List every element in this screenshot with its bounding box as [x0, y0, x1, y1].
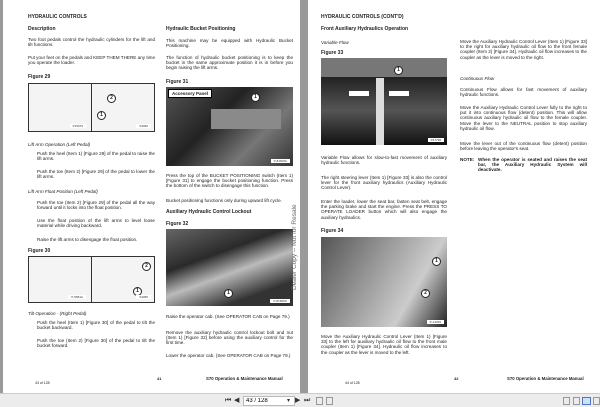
- subheading: Continuous Flow: [460, 76, 495, 81]
- figure-label: Figure 29: [28, 74, 51, 80]
- continuous-view-icon[interactable]: [573, 397, 580, 405]
- paragraph: Two foot pedals control the hydraulic cylinders for the lift and tilt functions.: [28, 37, 155, 48]
- paragraph: Continuous Flow allows for fast movement of auxiliary hydraulic functions.: [460, 87, 587, 98]
- panel-label: Accessory Panel: [168, 89, 212, 98]
- heading: Hydraulic Bucket Positioning: [166, 26, 236, 32]
- heading: Front Auxiliary Hydraulics Operation: [321, 26, 409, 32]
- figure-32-photo: 1 P-81606C: [166, 229, 293, 306]
- first-page-button[interactable]: ⏮: [225, 397, 232, 404]
- section-title: HYDRAULIC CONTROLS: [28, 14, 87, 20]
- figure-tag: S4065: [136, 295, 151, 299]
- single-page-view-icon[interactable]: [563, 397, 570, 405]
- paragraph: Push the heel (Item 1) [Figure 29] of the pedal to raise the lift arms.: [37, 151, 155, 162]
- figure-33-photo: 1 P47798: [321, 58, 447, 145]
- paragraph: Raise the operator cab. (See OPERATOR CAB on Page 79.): [166, 314, 290, 319]
- page-count: 43 of 128: [35, 381, 50, 385]
- manual-title: S70 Operation & Maintenance Manual: [507, 376, 584, 381]
- left-page: [3, 0, 300, 393]
- figure-30: 2 1 P-5681A S4065: [28, 256, 155, 303]
- paragraph: Press the top of the BUCKET POSITIONING switch (Item 1) [Figure 31] to engage the bucket positioning function. Press the bottom of the switch to disengage this function.: [166, 173, 293, 189]
- page-count: 44 of 128: [345, 381, 360, 385]
- paragraph: Raise the lift arms to disengage the float position.: [37, 237, 138, 242]
- paragraph: Move the Auxiliary Hydraulic Control Lever (Item 1) [Figure 33] to the left for auxiliary hydraulic oil flow to the front male coupler (Item 1) [Figure 34]. Hydraulic oil flow increases to the coupler as the lever is moved to the left.: [321, 334, 447, 355]
- figure-label: Figure 34: [321, 228, 344, 234]
- paragraph: The function of hydraulic bucket positioning is to keep the bucket in the same approximate position it is in before you begin raising the lift arms.: [166, 55, 293, 71]
- figure-label: Figure 33: [321, 50, 344, 56]
- subheading: Lift Arm Float Position (Left Pedal): [28, 189, 98, 194]
- paragraph: Move the lever out of the continuous flow (detent) position before leaving the operator's seat.: [460, 141, 587, 152]
- figure-label: Figure 32: [166, 221, 189, 227]
- heading: Auxiliary Hydraulic Control Lockout: [166, 209, 252, 215]
- last-page-button[interactable]: ⏭: [304, 397, 311, 404]
- paragraph: The right steering lever (Item 1) [Figure 33] is also the control lever for the front auxiliary hydraulics (Auxiliary Hydraulic Control Lever).: [321, 175, 447, 191]
- paragraph: Enter the loader, lower the seat bar, fasten seat belt, engage the parking brake and start the engine. Press the PRESS TO OPERATE LOADER button which will also engage the auxiliary hydraulics.: [321, 199, 447, 220]
- paragraph: Push the toe (Item 2) [Figure 29] of the pedal all the way forward until it locks into the float position.: [37, 200, 155, 211]
- figure-tag: P47798: [428, 138, 444, 142]
- heading: Description: [28, 26, 56, 32]
- figure-tag: P-81606C: [270, 299, 290, 303]
- figure-29: 2 1 P15079 S4060: [28, 83, 155, 132]
- figure-label: Figure 31: [166, 79, 189, 85]
- page-number: 41: [157, 376, 162, 381]
- right-page: [308, 0, 600, 393]
- note-text: When the operator is seated and raises the seat bar, the Auxiliary Hydraulic System will deactivate.: [478, 157, 587, 173]
- figure-31-photo: Accessory Panel 1 P-81606A: [166, 87, 293, 166]
- paragraph: Use the float position of the lift arms to level loose material while driving backward.: [37, 218, 155, 229]
- page-icon[interactable]: [326, 397, 333, 405]
- paragraph: Move the Auxiliary Hydraulic Control Lever fully to the right to put it into continuous flow (detent) position. This will allow continuous auxiliary hydraulic oil flow to the female coupler. Move the lever to the NEUTRAL position to stop auxiliary hydraulic oil flow.: [460, 105, 587, 131]
- manual-title: S70 Operation & Maintenance Manual: [206, 376, 283, 381]
- prev-page-button[interactable]: ◀: [234, 397, 240, 404]
- figure-tag: S4060: [136, 124, 151, 128]
- paragraph: Push the heel (Item 1) [Figure 30] of the pedal to tilt the bucket backward.: [37, 320, 155, 331]
- viewer-toolbar: [0, 393, 600, 407]
- page-dropdown-icon[interactable]: ▾: [287, 398, 291, 404]
- paragraph: Move the Auxiliary Hydraulic Control Lever (Item 1) [Figure 33] to the right for auxiliary hydraulic oil flow to the front female coupler (Item 2) [Figure 34]. Hydraulic oil flow increases to the coupler as the lever is moved to the right.: [460, 39, 587, 60]
- two-page-continuous-view-icon[interactable]: [593, 397, 600, 405]
- figure-tag: P-14260: [427, 320, 444, 324]
- paragraph: This machine may be equipped with Hydraulic Bucket Positioning.: [166, 38, 293, 49]
- subheading: Lift Arm Operation (Left Pedal): [28, 142, 91, 147]
- two-page-view-icon[interactable]: [582, 397, 591, 405]
- page-number: 42: [454, 376, 459, 381]
- paragraph: Put your feet on the pedals and KEEP THEM THERE any time you operate the loader.: [28, 55, 155, 66]
- figure-tag: P-5681A: [68, 295, 86, 299]
- section-title: HYDRAULIC CONTROLS (CONT'D): [321, 14, 404, 20]
- paragraph: Push the toe (Item 2) [Figure 30] of the pedal to tilt the bucket forward.: [37, 338, 155, 349]
- subheading: Tilt Operation - (Right Pedal): [28, 311, 87, 316]
- watermark: Dealer Copy -- Not for Resale: [291, 204, 298, 290]
- paragraph: Remove the auxiliary hydraulic control lockout bolt and nut (Item 1) [Figure 32] before using the auxiliary control for the first time.: [166, 330, 293, 346]
- subheading: Variable Flow: [321, 40, 349, 45]
- note-label: NOTE:: [460, 157, 475, 162]
- figure-label: Figure 30: [28, 248, 51, 254]
- paragraph: Lower the operator cab. (See OPERATOR CAB on Page 79.): [166, 353, 291, 358]
- paragraph: Bucket positioning functions only during upward lift cycle.: [166, 198, 282, 203]
- figure-tag: P15079: [70, 124, 86, 128]
- next-page-button[interactable]: ▶: [295, 397, 301, 404]
- paragraph: Variable Flow allows for slow-to-fast movement of auxiliary hydraulic functions.: [321, 155, 447, 166]
- paragraph: Push the toe (Item 2) [Figure 29] of the pedal to lower the lift arms.: [37, 169, 155, 180]
- copy-icon[interactable]: [316, 397, 323, 405]
- figure-tag: P-81606A: [271, 159, 290, 163]
- figure-34-photo: 1 2 P-14260: [321, 237, 447, 327]
